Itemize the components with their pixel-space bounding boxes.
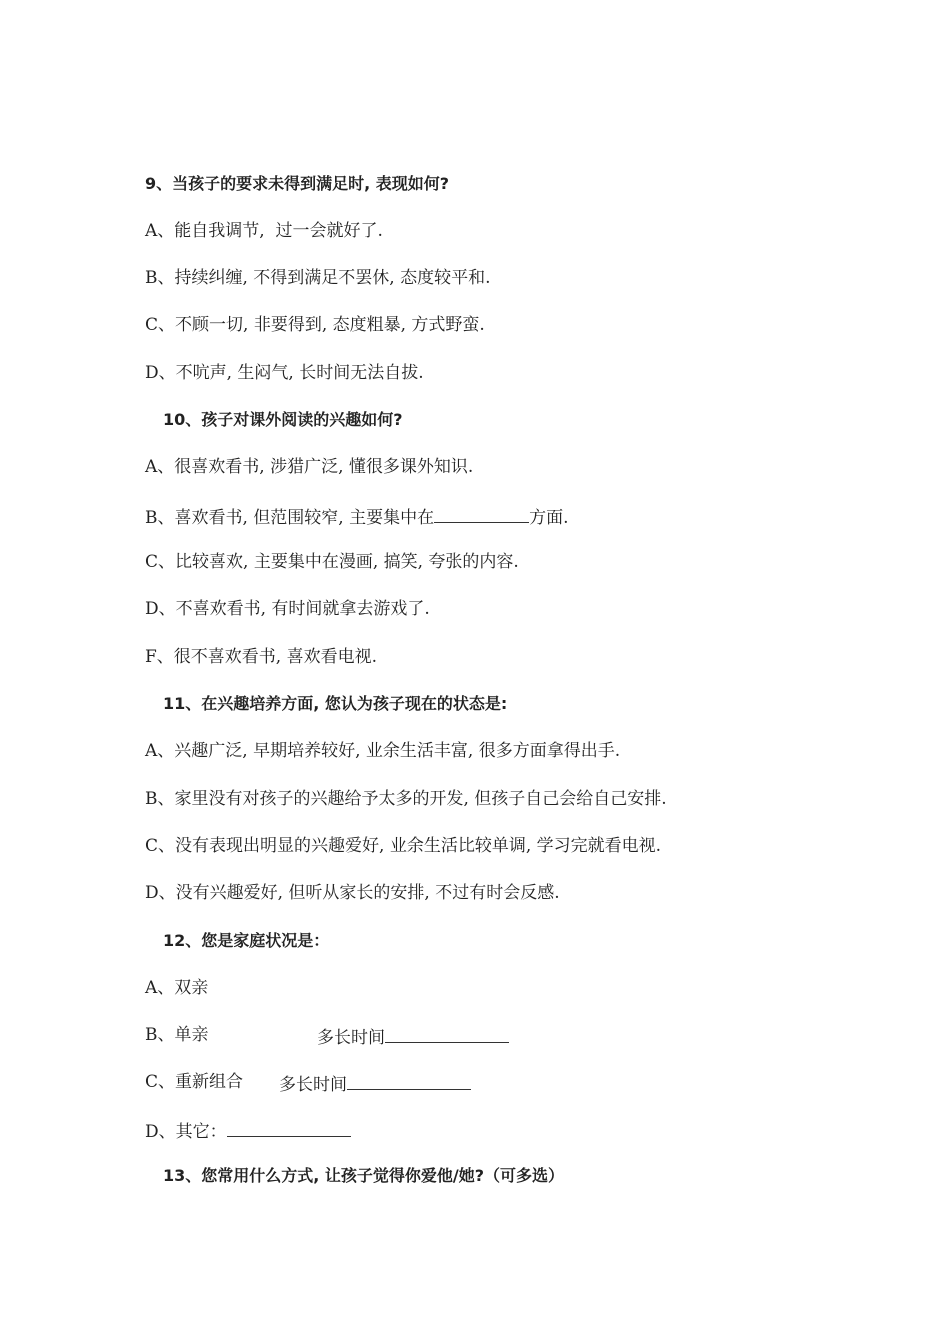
q9-option-b: B、持续纠缠, 不得到满足不罢休, 态度较平和. <box>145 268 491 288</box>
q11-option-b: B、家里没有对孩子的兴趣给予太多的开发, 但孩子自己会给自己安排. <box>145 789 667 809</box>
question-11-title: 11、在兴趣培养方面, 您认为孩子现在的状态是: <box>163 694 508 713</box>
q12-option-b-duration <box>317 1024 509 1049</box>
q10-option-c: C、比较喜欢, 主要集中在漫画, 搞笑, 夸张的内容. <box>145 552 519 572</box>
q10-option-d: D、不喜欢看书, 有时间就拿去游戏了. <box>145 599 430 619</box>
q9-option-d: D、不吭声, 生闷气, 长时间无法自拔. <box>145 363 424 383</box>
q12-option-b <box>145 1024 209 1046</box>
q10-option-f: F、很不喜欢看书, 喜欢看电视. <box>145 647 378 667</box>
duration-label: 多长时间 <box>317 1028 385 1048</box>
question-9-title: 9、当孩子的要求未得到满足时, 表现如何? <box>145 174 450 193</box>
duration-label: 多长时间 <box>279 1075 347 1095</box>
q11-option-c: C、没有表现出明显的兴趣爱好, 业余生活比较单调, 学习完就看电视. <box>145 836 662 856</box>
q12-option-d <box>145 1118 351 1143</box>
q12-option-a: A、双亲 <box>145 978 209 998</box>
question-10-title: 10、孩子对课外阅读的兴趣如何? <box>163 410 403 429</box>
q9-option-c: C、不顾一切, 非要得到, 态度粗暴, 方式野蛮. <box>145 315 485 335</box>
q12-option-c-duration <box>279 1071 471 1096</box>
q10-option-b-text: B、喜欢看书, 但范围较窄, 主要集中在 <box>145 508 435 528</box>
q11-option-d: D、没有兴趣爱好, 但听从家长的安排, 不过有时会反感. <box>145 883 560 903</box>
single-parent-duration-blank[interactable] <box>385 1024 509 1043</box>
reading-focus-blank[interactable] <box>434 504 529 523</box>
q11-option-a: A、兴趣广泛, 早期培养较好, 业余生活丰富, 很多方面拿得出手. <box>145 741 621 761</box>
q12-option-b-label: B、单亲 <box>145 1025 209 1045</box>
q10-option-a: A、很喜欢看书, 涉猎广泛, 懂很多课外知识. <box>145 457 474 477</box>
q12-option-c <box>145 1071 243 1093</box>
q10-option-b <box>145 504 569 529</box>
q12-option-c-label: C、重新组合 <box>145 1072 244 1092</box>
blended-family-duration-blank[interactable] <box>347 1071 471 1090</box>
other-status-blank[interactable] <box>227 1118 351 1137</box>
q9-option-a: A、能自我调节, 过一会就好了. <box>145 221 383 241</box>
q12-option-d-label: D、其它： <box>145 1122 227 1142</box>
question-13-title: 13、您常用什么方式, 让孩子觉得你爱他/她?（可多选） <box>163 1166 565 1185</box>
q10-option-b-suffix: 方面. <box>529 508 569 528</box>
question-12-title: 12、您是家庭状况是： <box>163 931 330 950</box>
